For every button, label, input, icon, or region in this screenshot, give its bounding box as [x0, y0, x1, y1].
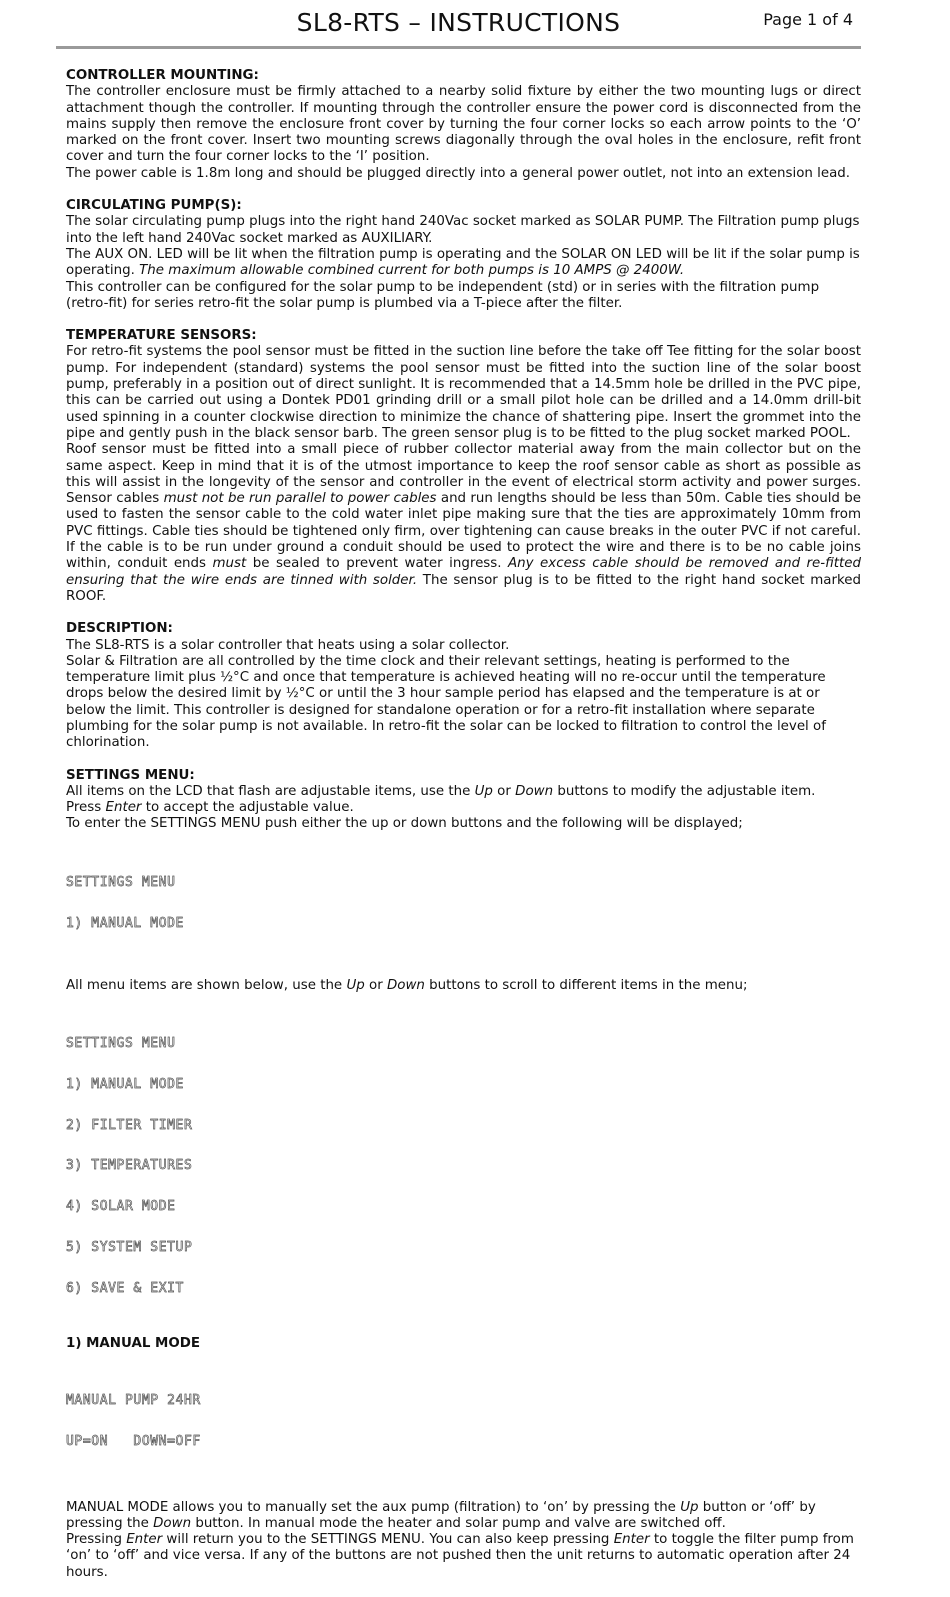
text-run: buttons to scroll to different items in the menu;: [424, 977, 748, 993]
text-run: All items on the LCD that flash are adjustable items, use the: [66, 783, 475, 799]
section-settings-menu: [66, 768, 861, 1323]
italic-text: Enter: [105, 800, 142, 816]
text-run: button. In manual mode the heater and solar pump and valve are switched off.: [191, 1515, 726, 1531]
section-heading: CONTROLLER MOUNTING:: [66, 68, 259, 83]
page-header: [56, 0, 861, 49]
text-run: Press: [66, 800, 106, 816]
lcd-line: 1) MANUAL MODE: [66, 1076, 184, 1092]
text-run: be sealed to prevent water ingress.: [246, 556, 508, 572]
text-run: or: [364, 977, 387, 993]
paragraph: [66, 800, 861, 816]
section-heading: DESCRIPTION:: [66, 621, 173, 637]
page-number: Page 1 of 4: [763, 10, 853, 29]
italic-text: Enter: [613, 1532, 650, 1548]
italic-text: Up: [346, 977, 365, 993]
lcd-line: 5) SYSTEM SETUP: [66, 1239, 193, 1255]
italic-text: Up: [474, 783, 493, 799]
section-heading: TEMPERATURE SENSORS:: [66, 328, 257, 344]
lcd-line: UP=ON DOWN=OFF: [66, 1433, 201, 1449]
italic-text: Up: [680, 1499, 699, 1515]
italic-warning: The maximum allowable combined current for both pumps is 10 AMPS @ 2400W.: [139, 263, 685, 279]
section-heading: 1) MANUAL MODE: [66, 1336, 200, 1352]
lcd-display-settings-menu: [66, 1010, 861, 1323]
paragraph: [66, 1500, 861, 1533]
paragraph: The power cable is 1.8m long and should be plugged directly into a general power outlet, not into an extension lead.: [66, 165, 851, 181]
italic-text: Any excess cable should be removed and re-fitted ensuring that the wire ends are tinned with solder.: [66, 556, 862, 588]
section-description: [66, 621, 861, 751]
text-run: to toggle the filter pump from ‘on’ to ‘off’ and vice versa. If any of the buttons are not pushed then the unit returns to automatic operation after 24 hours.: [66, 1532, 854, 1580]
paragraph: The solar circulating pump plugs into the right hand 240Vac socket marked as SOLAR PUMP. The Filtration pump plugs into the left hand 240Vac socket marked as AUXILIARY.: [66, 214, 860, 246]
document-body: [66, 68, 861, 1597]
text-run: buttons to modify the adjustable item.: [553, 783, 816, 799]
paragraph: [66, 442, 861, 605]
italic-text: Down: [153, 1515, 192, 1531]
paragraph: The controller enclosure must be firmly attached to a nearby solid fixture by either the two mounting lugs or direct attachment though the controller. If mounting through the controller ensure the power cord is disconnected from the mains supply then remove the enclosure front cover by turning the four corner locks so each arrow points to the ‘O’ marked on the front cover. Insert two mounting screws diagonally through the oval holes in the enclosure, refit front cover and turn the four corner locks to the ‘I’ position.: [66, 84, 861, 165]
document-title: SL8-RTS – INSTRUCTIONS: [296, 8, 621, 37]
text-run: The sensor plug is to be fitted to the right hand socket marked ROOF.: [66, 572, 861, 604]
section-manual-mode: [66, 1336, 861, 1581]
text-run: to accept the adjustable value.: [141, 800, 354, 816]
lcd-line: 4) SOLAR MODE: [66, 1199, 176, 1215]
italic-text: must not be run parallel to power cables: [163, 491, 437, 507]
section-heading: CIRCULATING PUMP(S):: [66, 198, 242, 214]
text-run: MANUAL MODE allows you to manually set the aux pump (filtration) to ‘on’ by pressing the: [66, 1499, 681, 1515]
text-run: will return you to the SETTINGS MENU. You can also keep pressing: [162, 1532, 614, 1548]
section-circulating-pumps: [66, 198, 861, 312]
lcd-line: 2) FILTER TIMER: [66, 1117, 193, 1133]
paragraph: [66, 784, 861, 800]
text-run: All menu items are shown below, use the: [66, 977, 347, 993]
text-run: or: [492, 783, 516, 799]
text-run: Pressing: [66, 1532, 127, 1548]
paragraph: Solar & Filtration are all controlled by the time clock and their relevant settings, heating is performed to the temperature limit plus ½°C and once that temperature is achieved heating will no re-occur until the temperature drops below the desired limit by ½°C or until the 3 hour sample period has elapsed and the temperature is at or below the limit. This controller is designed for standalone operation or for a retro-fit installation where separate plumbing for the solar pump is not available. In retro-fit the solar can be locked to filtration to control the level of chlorination.: [66, 653, 826, 751]
text-run: and run lengths should be less than 50m. Cable ties should be used to fasten the sensor cable to the cold water inlet pipe making sure that the ties are approximately 10mm from PVC fittings. Cable ties should be tightened only firm, over tightening can cause breaks in the outer PVC if not careful. If the cable is to be run under ground a conduit should be used to protect the wire and there is to be no cable joins within, conduit ends: [66, 491, 862, 572]
paragraph: This controller can be configured for the solar pump to be independent (std) or in series with the filtration pump (retro-fit) for series retro-fit the solar pump is plumbed via a T-piece after the filter.: [66, 279, 820, 311]
section-temperature-sensors: [66, 328, 861, 605]
lcd-line: 6) SAVE & EXIT: [66, 1280, 184, 1296]
text-run: button or ‘off’ by pressing the: [66, 1499, 816, 1531]
paragraph: [66, 247, 861, 280]
italic-text: Enter: [126, 1532, 163, 1548]
lcd-line: SETTINGS MENU: [66, 874, 176, 890]
paragraph: For retro-fit systems the pool sensor must be fitted in the suction line before the take off Tee fitting for the solar boost pump. For independent (standard) systems the pool sensor must be fitted into the suction line of the solar boost pump, preferably in a position out of direct sunlight. It is recommended that a 14.5mm hole be drilled in the PVC pipe, this can be carried out using a Dontek PD01 grinding drill or a small pilot hole can be drilled and a 14.0mm drill-bit used spinning in a counter clockwise direction to minimize the chance of shattering pipe. Insert the grommet into the pipe and gently push in the black sensor barb. The green sensor plug is to be fitted to the plug socket marked POOL.: [66, 344, 861, 441]
lcd-line: 3) TEMPERATURES: [66, 1158, 193, 1174]
text-run: The AUX ON. LED will be lit when the filtration pump is operating and the SOLAR ON LED will be lit if the solar pump is operating.: [66, 246, 860, 279]
paragraph: [66, 1532, 861, 1581]
lcd-line: 1) MANUAL MODE: [66, 915, 184, 931]
paragraph: The SL8-RTS is a solar controller that heats using a solar collector.: [66, 637, 510, 653]
section-heading: SETTINGS MENU:: [66, 767, 195, 783]
lcd-display-manual-mode: [66, 1367, 861, 1476]
italic-text: must: [212, 556, 247, 572]
lcd-line: MANUAL PUMP 24HR: [66, 1392, 201, 1408]
italic-text: Down: [515, 783, 554, 799]
paragraph: To enter the SETTINGS MENU push either the up or down buttons and the following will be displayed;: [66, 816, 743, 832]
lcd-display-settings-entry: [66, 849, 861, 958]
italic-text: Down: [386, 977, 425, 993]
paragraph: [66, 978, 861, 994]
section-controller-mounting: [66, 68, 861, 182]
text-run: Roof sensor must be fitted into a small piece of rubber collector material away from the main collector but on the same aspect. Keep in mind that it is of the utmost importance to keep the roof sensor cable as short as possible as this will assist in the longevity of the sensor and controller in the event of electrical storm activity and power surges. Sensor cables: [66, 442, 861, 507]
lcd-line: SETTINGS MENU: [66, 1036, 176, 1051]
